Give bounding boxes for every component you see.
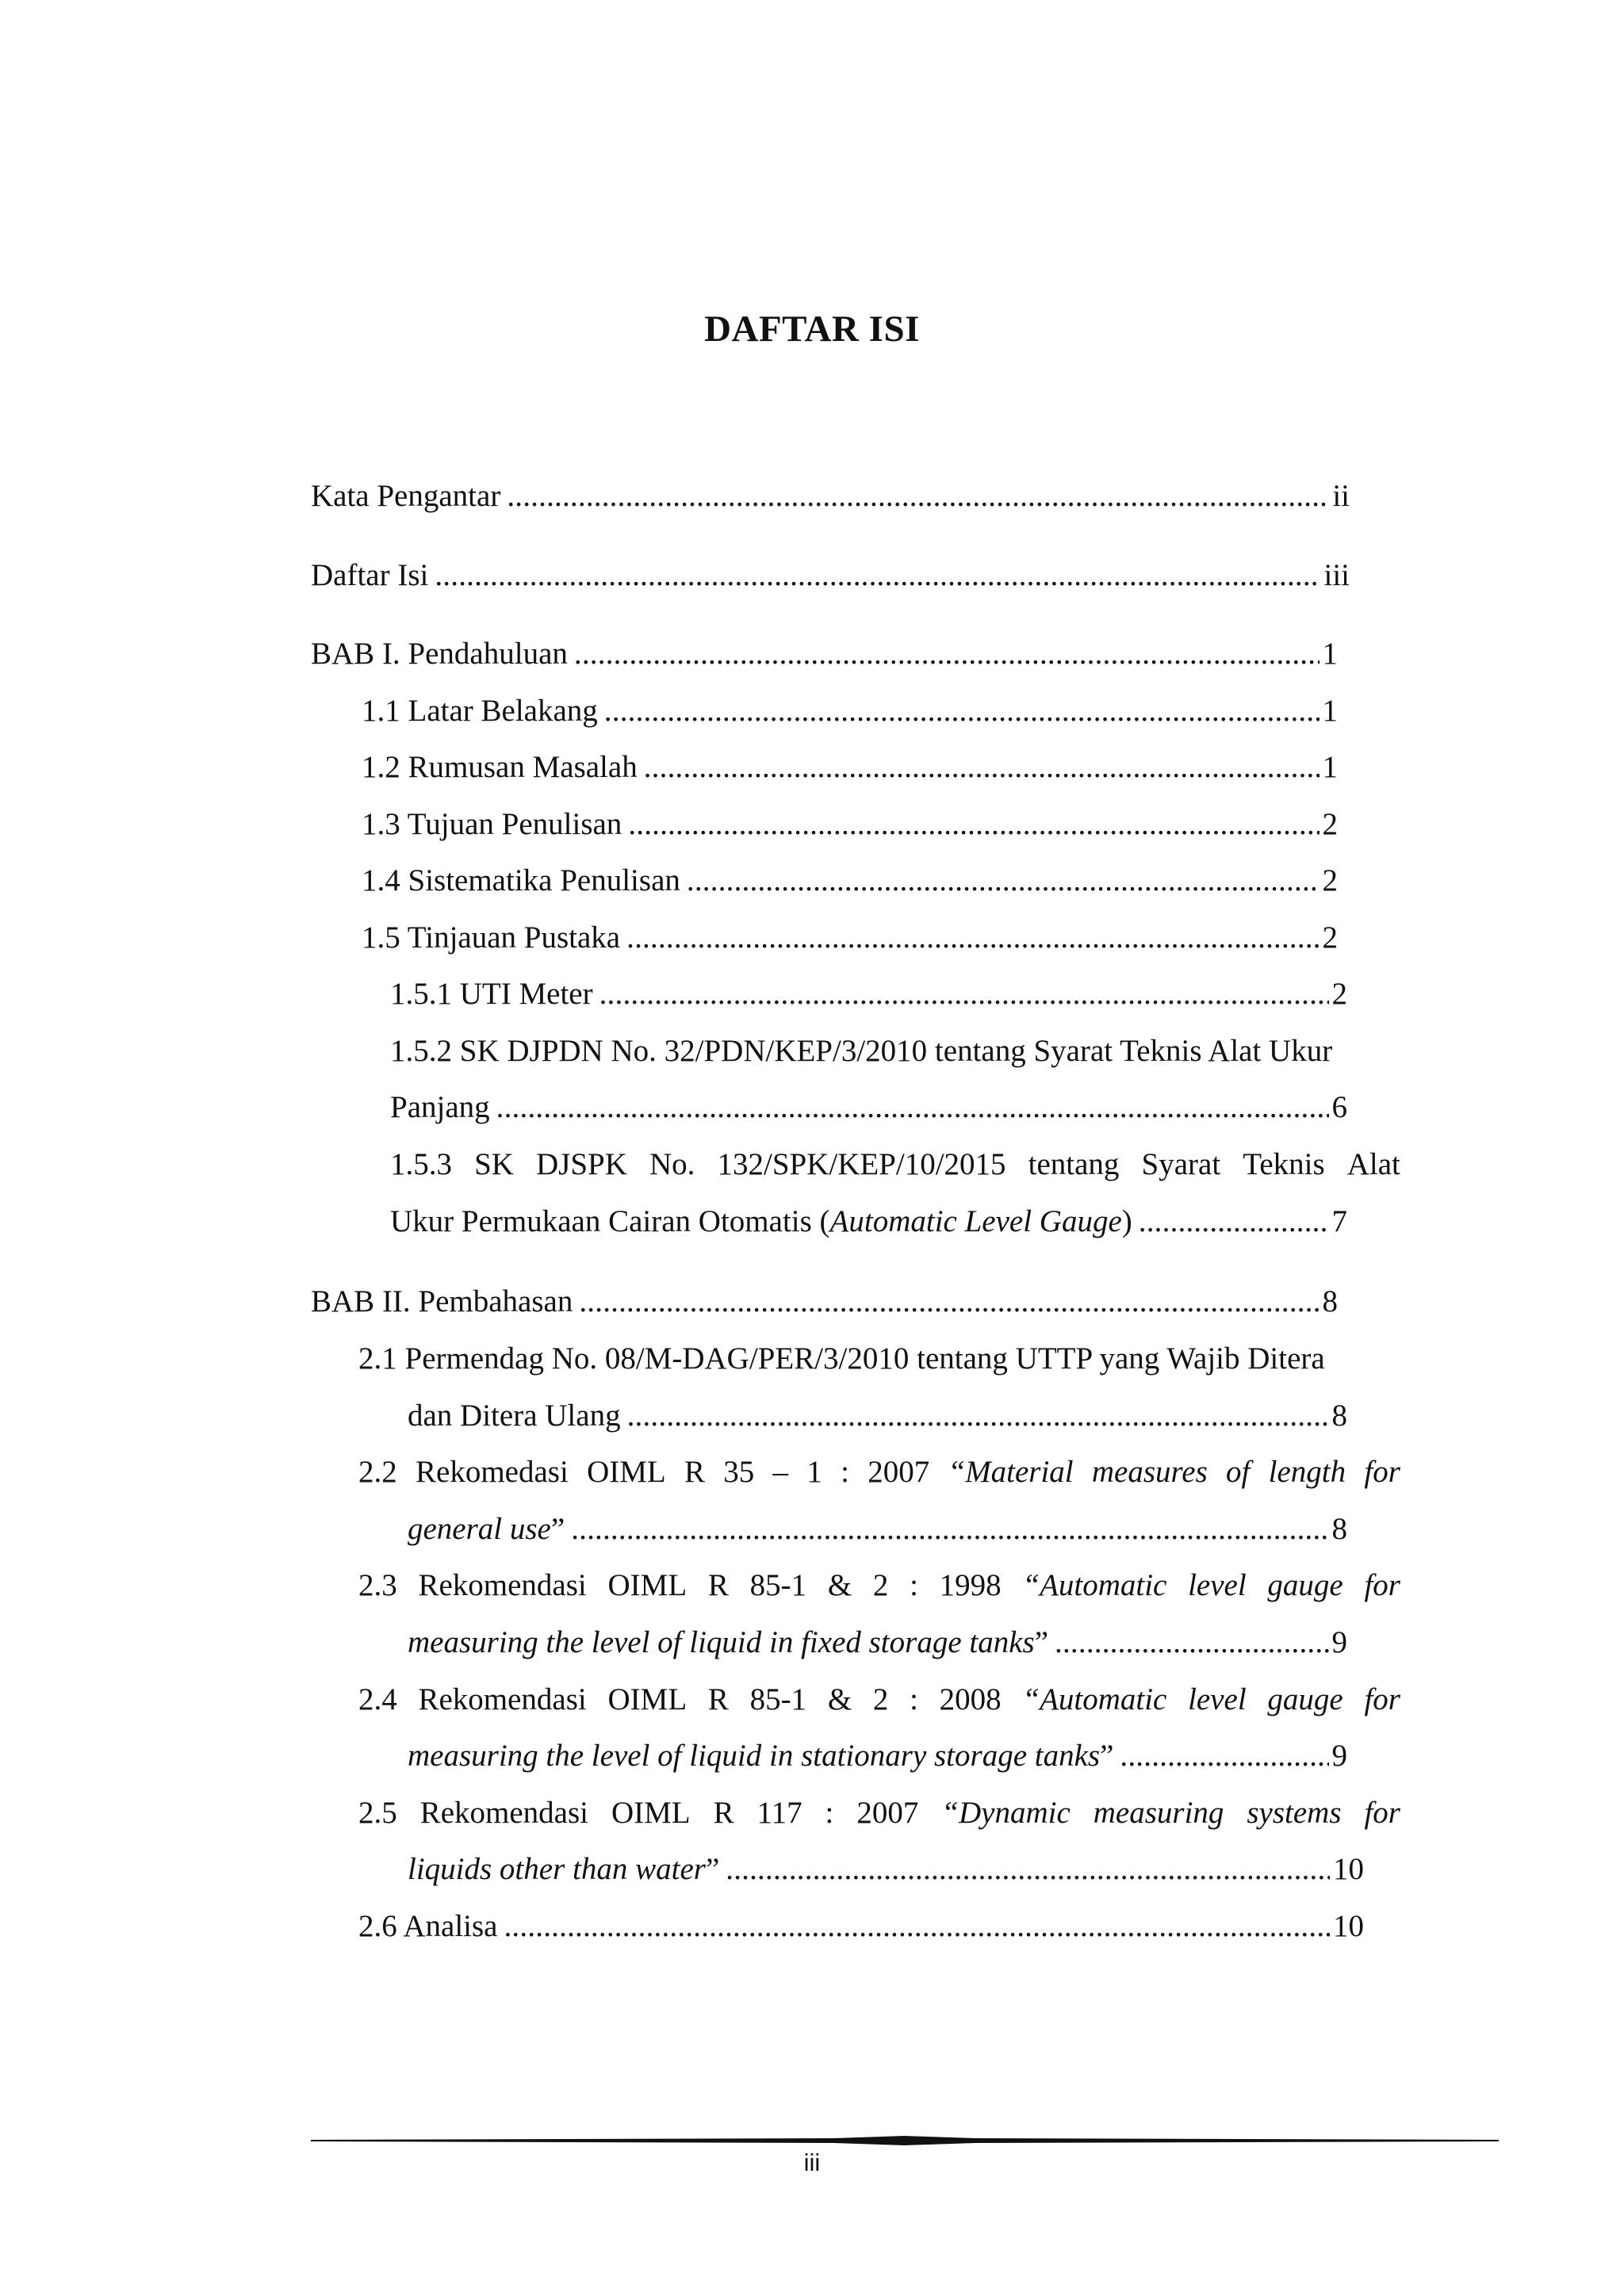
toc-italic-title: liquids other than water (408, 1852, 706, 1886)
page-title: DAFTAR ISI (704, 308, 920, 350)
dot-leader (1139, 1203, 1329, 1241)
toc-label: 1.5.1 UTI Meter (390, 977, 593, 1011)
toc-word: – (772, 1455, 789, 1489)
toc-section-number: 2.2 (358, 1455, 397, 1489)
dot-leader (574, 635, 1320, 673)
toc-entry-1-1[interactable] (362, 692, 1338, 730)
toc-word: 132/SPK/KEP/10/2015 (717, 1147, 1006, 1181)
toc-entry-1-5-3-line-1[interactable] (390, 1146, 1400, 1184)
toc-word: 2 (872, 1568, 889, 1602)
toc-word: Alat (1346, 1147, 1400, 1181)
dot-leader (507, 477, 1329, 515)
toc-page-number: 6 (1331, 1090, 1347, 1124)
dot-leader (1120, 1737, 1328, 1775)
toc-label: Kata Pengantar (311, 479, 501, 513)
toc-label: Ukur Permukaan Cairan Otomatis (Automatic Level Gauge) (390, 1204, 1132, 1238)
dot-leader (435, 557, 1320, 595)
toc-word: OIML (611, 1796, 691, 1830)
toc-italic-title: measuring the level of liquid in stationary storage tanks (408, 1739, 1101, 1773)
dot-leader (604, 692, 1320, 730)
toc-italic-word: systems (1247, 1796, 1342, 1830)
toc-word: Rekomendasi (418, 1568, 587, 1602)
toc-word: R (684, 1455, 706, 1489)
toc-italic-word: “Material (948, 1455, 1074, 1489)
toc-page-number: 2 (1331, 977, 1347, 1011)
toc-entry-2-3-line-2[interactable] (408, 1624, 1347, 1662)
toc-label: BAB I. Pendahuluan (311, 637, 568, 671)
dot-leader (644, 748, 1320, 786)
toc-italic-word: “Dynamic (941, 1796, 1071, 1830)
toc-entry-2-1-line-1[interactable] (358, 1340, 1325, 1378)
toc-label: 1.1 Latar Belakang (362, 694, 598, 728)
toc-label: 1.5.2 SK DJPDN No. 32/PDN/KEP/3/2010 tentang Syarat Teknis Alat Ukur (390, 1034, 1333, 1068)
toc-italic-word: gauge (1267, 1568, 1343, 1602)
toc-section-number: 2.1 (358, 1341, 397, 1376)
toc-word: & (827, 1568, 852, 1602)
toc-word: Syarat (1141, 1147, 1221, 1181)
toc-page-number: 8 (1322, 1284, 1338, 1318)
dot-leader (627, 1397, 1329, 1435)
toc-page-number: 2 (1322, 863, 1338, 897)
toc-page-number: iii (1323, 558, 1350, 592)
toc-page-number: 2 (1322, 807, 1338, 841)
toc-label: dan Ditera Ulang (408, 1399, 621, 1433)
toc-word: 117 (756, 1796, 802, 1830)
toc-italic-word: length (1268, 1455, 1346, 1489)
toc-italic-word: “Automatic (1022, 1682, 1167, 1716)
toc-italic-title: measuring the level of liquid in fixed storage tanks (408, 1625, 1035, 1659)
dot-leader (496, 1089, 1329, 1127)
toc-entry-1-5-1[interactable] (390, 975, 1347, 1013)
toc-label: general use” (408, 1512, 565, 1546)
toc-label: measuring the level of liquid in stationary storage tanks” (408, 1739, 1114, 1773)
toc-entry-daftar-isi[interactable] (311, 557, 1350, 595)
toc-entry-1-5-2-line-1[interactable] (390, 1032, 1332, 1070)
toc-label: BAB II. Pembahasan (311, 1284, 573, 1318)
toc-page-number: 8 (1331, 1399, 1347, 1433)
toc-italic-word: for (1364, 1455, 1400, 1489)
toc-entry-bab-2[interactable] (311, 1283, 1338, 1321)
toc-label: liquids other than water” (408, 1852, 720, 1886)
toc-italic-title: general use (408, 1512, 551, 1546)
toc-page-number: ii (1332, 479, 1350, 513)
toc-word: OIML (607, 1568, 688, 1602)
toc-word: 85-1 (749, 1568, 807, 1602)
toc-word: 1 (806, 1455, 822, 1489)
toc-word: & (827, 1682, 852, 1716)
toc-entry-2-1-line-2[interactable] (408, 1397, 1347, 1435)
toc-entry-1-5-2-line-2[interactable] (390, 1089, 1347, 1127)
toc-word: Teknis (1243, 1147, 1325, 1181)
dot-leader (687, 862, 1320, 900)
toc-label: 1.3 Tujuan Penulisan (362, 807, 622, 841)
toc-italic-word: for (1364, 1796, 1400, 1830)
toc-word: 85-1 (749, 1682, 807, 1716)
page-number: iii (803, 2149, 821, 2176)
toc-word: R (707, 1682, 729, 1716)
toc-entry-2-4-line-2[interactable] (408, 1737, 1347, 1775)
toc-word: tentang (1028, 1147, 1120, 1181)
toc-word: OIML (607, 1682, 688, 1716)
toc-entry-1-5[interactable] (362, 919, 1338, 957)
toc-word: 2 (872, 1682, 889, 1716)
toc-word: 1.5.3 (390, 1147, 452, 1181)
toc-label: 1.5 Tinjauan Pustaka (362, 920, 621, 955)
toc-word: 2008 (939, 1682, 1002, 1716)
toc-italic-word: of (1226, 1455, 1251, 1489)
toc-page-number: 2 (1322, 920, 1338, 955)
toc-word: Rekomendasi (419, 1796, 588, 1830)
toc-word: 2007 (868, 1455, 930, 1489)
toc-entry-bab-1[interactable] (311, 635, 1338, 673)
toc-section-number: 2.4 (358, 1682, 397, 1716)
toc-entry-1-5-3-line-2[interactable] (390, 1203, 1347, 1241)
dot-leader (599, 975, 1329, 1013)
toc-label: 2.6 Analisa (358, 1909, 498, 1943)
toc-label: Daftar Isi (311, 558, 429, 592)
toc-entry-1-3[interactable] (362, 806, 1338, 844)
toc-italic-word: level (1188, 1568, 1247, 1602)
toc-label: 1.4 Sistematika Penulisan (362, 863, 680, 897)
toc-entry-2-3-line-1[interactable] (358, 1567, 1400, 1605)
toc-entry-2-2-line-2[interactable] (408, 1510, 1347, 1548)
dot-leader (1055, 1624, 1328, 1662)
toc-word: Rekomendasi (418, 1682, 587, 1716)
dot-leader (579, 1283, 1319, 1321)
toc-italic-word: for (1364, 1682, 1400, 1716)
toc-entry-2-2-line-1[interactable] (358, 1453, 1400, 1491)
dot-leader (571, 1510, 1328, 1548)
toc-word: R (713, 1796, 734, 1830)
toc-italic-word: gauge (1267, 1682, 1343, 1716)
footer-rule (311, 2136, 1499, 2145)
toc-word: 2007 (856, 1796, 919, 1830)
toc-word: : (910, 1568, 918, 1602)
toc-entry-kata-pengantar[interactable] (311, 477, 1350, 515)
toc-page-number: 1 (1322, 637, 1338, 671)
toc-page-number: 7 (1331, 1204, 1347, 1238)
toc-word: : (910, 1682, 918, 1716)
toc-label: measuring the level of liquid in fixed storage tanks” (408, 1625, 1049, 1659)
toc-page-number: 1 (1322, 694, 1338, 728)
dot-leader (726, 1850, 1330, 1888)
toc-label: 1.2 Rumusan Masalah (362, 750, 638, 784)
toc-word: 35 (723, 1455, 755, 1489)
dot-leader (626, 919, 1319, 957)
toc-word: : (841, 1455, 849, 1489)
toc-word: : (825, 1796, 834, 1830)
toc-entry-1-2[interactable] (362, 748, 1338, 786)
toc-word: 1998 (939, 1568, 1002, 1602)
dot-leader (628, 806, 1319, 844)
toc-word: No. (649, 1147, 695, 1181)
toc-section-number: 2.3 (358, 1568, 397, 1602)
toc-page-number: 9 (1331, 1739, 1347, 1773)
toc-italic-word: for (1364, 1568, 1400, 1602)
toc-label: Permendag No. 08/M-DAG/PER/3/2010 tentang UTTP yang Wajib Ditera (404, 1341, 1325, 1376)
toc-word: Rekomedasi (416, 1455, 569, 1489)
toc-italic-word: “Automatic (1022, 1568, 1167, 1602)
toc-page-number: 10 (1333, 1852, 1364, 1886)
toc-page-number: 9 (1331, 1625, 1347, 1659)
toc-entry-2-5-line-2[interactable] (408, 1850, 1364, 1888)
toc-page-number: 1 (1322, 750, 1338, 784)
toc-page-number: 8 (1331, 1512, 1347, 1546)
dot-leader (504, 1908, 1330, 1946)
toc-entry-2-6[interactable] (358, 1908, 1364, 1946)
toc-word: OIML (587, 1455, 666, 1489)
toc-entry-2-4-line-1[interactable] (358, 1681, 1400, 1719)
toc-italic-word: measuring (1093, 1796, 1224, 1830)
toc-page-number: 10 (1333, 1909, 1364, 1943)
toc-italic-word: measures (1091, 1455, 1208, 1489)
toc-word: SK (474, 1147, 514, 1181)
toc-word: R (707, 1568, 729, 1602)
toc-section-number: 2.5 (358, 1796, 397, 1830)
toc-entry-2-5-line-1[interactable] (358, 1794, 1400, 1832)
toc-italic-title: Automatic Level Gauge (829, 1204, 1122, 1238)
toc-word: DJSPK (536, 1147, 627, 1181)
toc-label: Panjang (390, 1090, 490, 1124)
toc-entry-1-4[interactable] (362, 862, 1338, 900)
toc-italic-word: level (1188, 1682, 1247, 1716)
